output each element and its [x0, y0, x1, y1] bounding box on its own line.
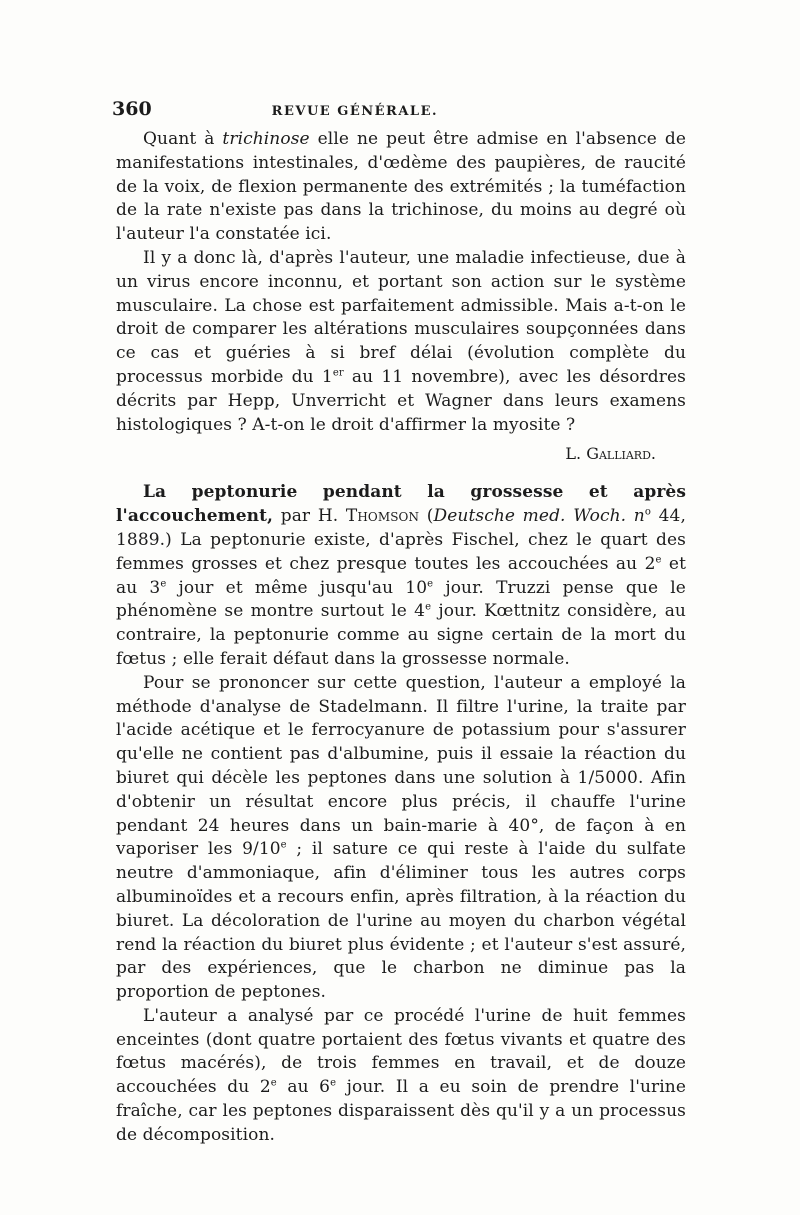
paragraph — [116, 128, 686, 247]
text-run: jour et même jusqu'au 10 — [166, 577, 428, 598]
text-run: Pour se prononcer sur cette question, l'auteur a employé la méthode d'analyse de Stadelmann. Il filtre l'urine, la traite par l'acide acétique et le ferrocyanure de potassium pour s'assurer qu'elle ne contient pas d'albumine, puis il essaie la réaction du biuret qui décèle les peptones dans une solution à 1/5000. Afin d'obtenir un résultat encore plus précis, il chauffe l'urine pendant 24 heures dans un bain-marie à 40°, de façon à en vaporiser les 9/10 — [116, 672, 686, 860]
superscript: e — [427, 577, 434, 589]
superscript: e — [425, 601, 432, 613]
text-run: elle ne peut être admise en l'absence de manifestations intestinales, d'œdème des paupières, de raucité de la voix, de flexion permanente des extrémités ; la tuméfaction de la rate n'existe pas dans la trichinose, du moins au degré où l'auteur l'a constatée ici. — [116, 129, 686, 245]
text-run: ( — [419, 506, 434, 527]
text-run: jour. Il a eu soin de prendre l'urine fraîche, car les peptones disparaissent dès qu'il y a un processus de décomposition. — [116, 1077, 686, 1145]
text-run: L'auteur a analysé par ce procédé l'urine de huit femmes enceintes (dont quatre portaient des fœtus vivants et quatre des fœtus macérés), de trois femmes en travail, et de douze accouchées du 2 — [116, 1005, 686, 1098]
text-run: ; il sature ce qui reste à l'aide du sulfate neutre d'ammoniaque, afin d'éliminer tous les autres corps albuminoïdes et a recours enfin, après filtration, à la réaction du biuret. La décoloration de l'urine au moyen du charbon végétal rend la réaction du biuret plus évidente ; et l'auteur s'est assuré, par des expériences, que le charbon ne diminue pas la proportion de peptones. — [116, 839, 686, 1003]
superscript: er — [332, 367, 344, 379]
superscript: e — [160, 577, 167, 589]
paragraph — [116, 1005, 686, 1148]
reference-journal: Deutsche med. Woch. n — [433, 506, 645, 527]
page — [112, 98, 686, 1148]
text-run: jour. Kœttnitz considère, au contraire, la peptonurie comme au signe certain de la mort du fœtus ; elle ferait défaut dans la grossesse normale. — [116, 601, 686, 669]
section-gap — [116, 469, 686, 481]
superscript: e — [655, 554, 662, 566]
text-run: jour. Truzzi pense que le phénomène se montre surtout le 4 — [116, 577, 686, 622]
article-title: La peptonurie pendant la grossesse et après l'accouchement, — [116, 482, 686, 527]
text-run: 44, 1889.) — [116, 506, 686, 550]
text-run: Il y a donc là, d'après l'auteur, une maladie infectieuse, due à un virus encore inconnu, et portant son action sur le système musculaire. La chose est parfaitement admissible. Mais a-t-on le droit de comparer les altérations musculaires soupçonnées dans ce cas et guéries à si bref délai (évolution complète du processus morbide du 1 — [116, 247, 686, 387]
text-run: au 11 novembre), avec les désordres décrits par Hepp, Unverricht et Wagner dans leurs examens histologiques ? A-t-on le droit d'affirmer la myosite ? — [116, 366, 686, 435]
superscript: e — [330, 1077, 337, 1089]
page-header — [112, 98, 686, 124]
superscript: o — [644, 506, 651, 518]
signature — [116, 439, 656, 469]
text-run: Quant à — [143, 129, 223, 149]
text-run: par H. — [273, 506, 346, 527]
page-number: 360 — [112, 98, 152, 120]
text-run: au 6 — [276, 1077, 331, 1098]
running-head: REVUE GÉNÉRALE. — [271, 104, 439, 119]
emphasis-term: trichinose — [222, 129, 310, 149]
superscript: e — [270, 1077, 277, 1089]
signature-initial: L. — [565, 444, 587, 464]
text-run: La peptonurie existe, d'après Fischel, chez le quart des femmes grosses et chez presque toutes les accouchées au 2 — [116, 529, 686, 574]
paragraph — [116, 672, 686, 1005]
text-run: et au 3 — [116, 553, 686, 598]
paragraph — [116, 247, 686, 437]
reference-author: Thomson — [345, 506, 420, 527]
signature-name: Galliard. — [586, 444, 656, 464]
paragraph — [116, 481, 686, 671]
superscript: e — [280, 839, 287, 851]
